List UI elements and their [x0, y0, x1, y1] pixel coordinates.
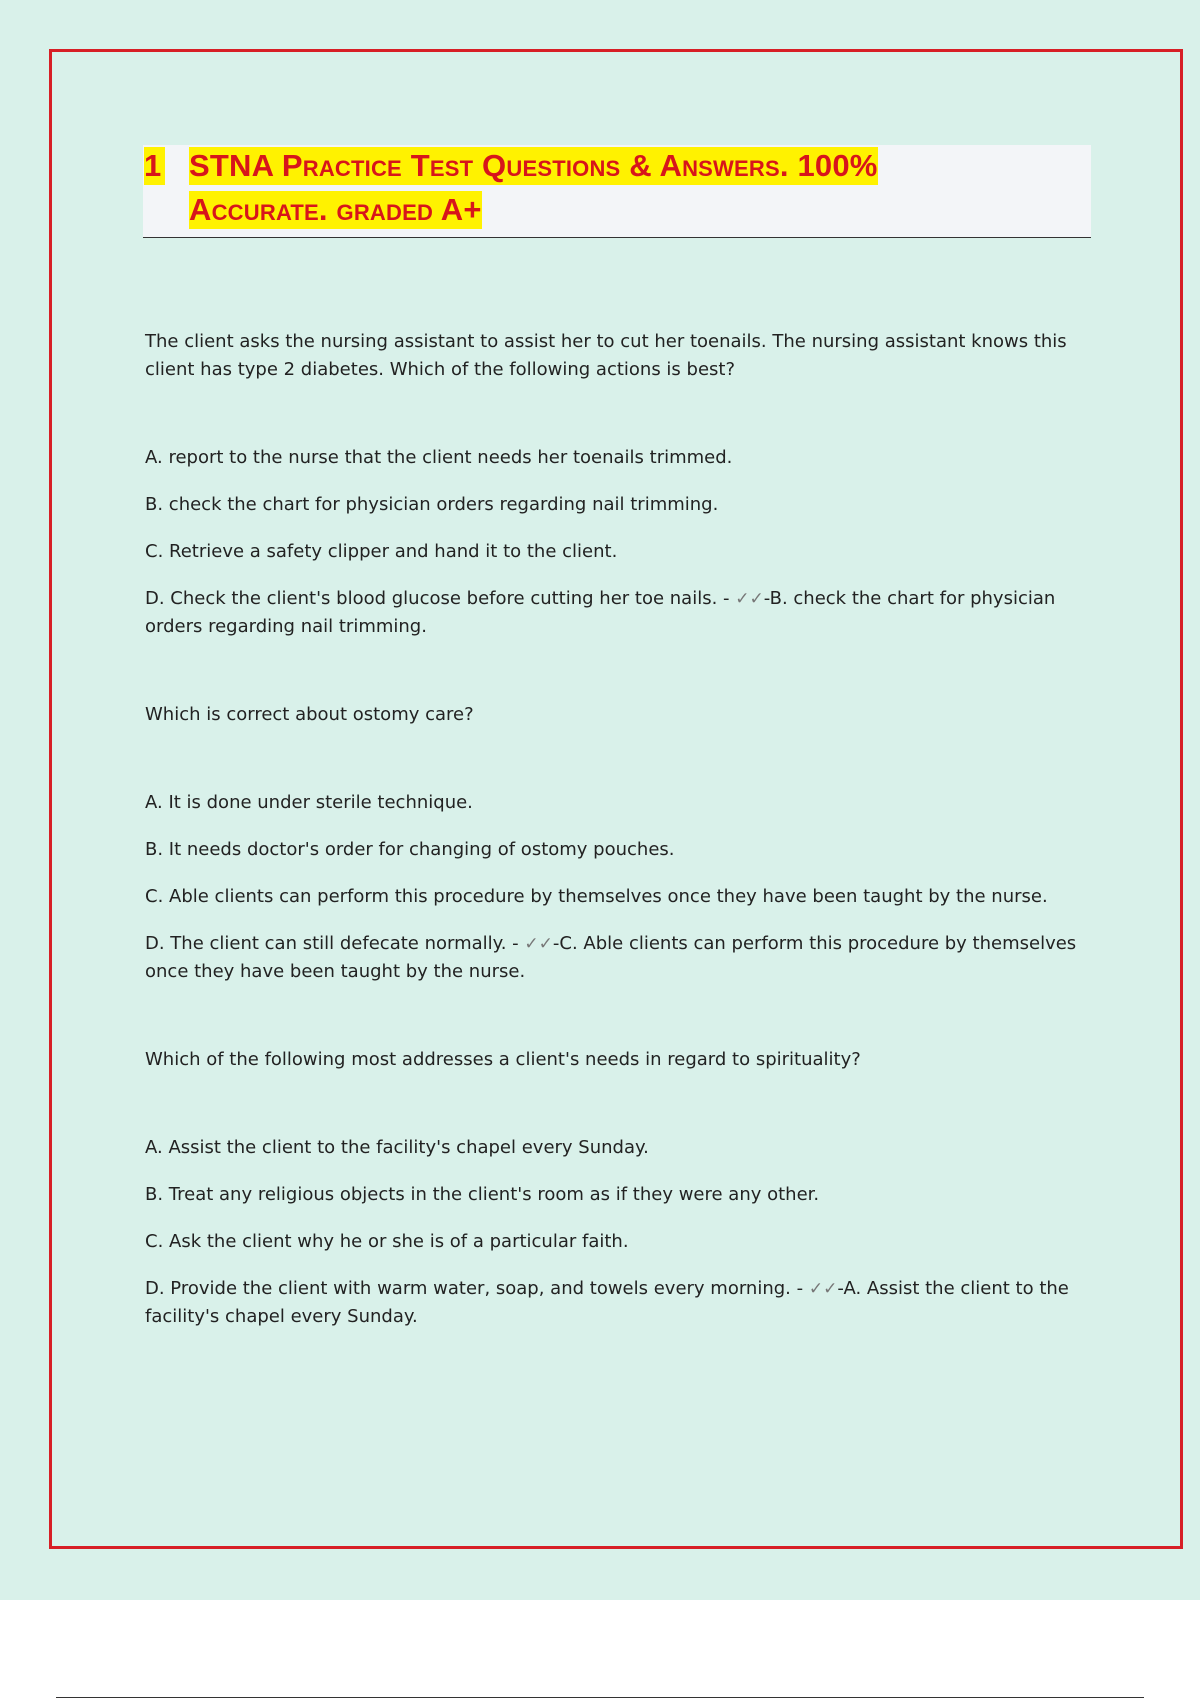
double-check-icon: ✓✓ — [735, 589, 764, 609]
correct-answer: -A. Assist the client to the facility's chapel every Sunday. — [145, 1278, 1069, 1327]
option-b: B. Treat any religious objects in the client's room as if they were any other. — [145, 1184, 820, 1205]
option-c: C. Retrieve a safety clipper and hand it to the client. — [145, 541, 618, 562]
answer-options — [145, 1134, 1100, 1331]
question-block-1 — [145, 328, 1100, 641]
option-d-with-answer — [145, 930, 1100, 986]
question-text: The client asks the nursing assistant to assist her to cut her toenails. The nursing assistant knows this client has type 2 diabetes. Which of the following actions is best? — [145, 331, 1067, 380]
title-line-2: Accurate. graded A+ — [189, 192, 482, 227]
option-d-with-answer — [145, 585, 1100, 641]
title-number: 1 — [144, 147, 165, 185]
option-a: A. It is done under sterile technique. — [145, 792, 473, 813]
answer-options — [145, 444, 1100, 641]
footer-rule — [56, 1697, 1144, 1698]
document-body — [145, 328, 1100, 1391]
option-d: D. The client can still defecate normally. - — [145, 933, 519, 954]
double-check-icon: ✓✓ — [524, 934, 553, 954]
option-a: A. Assist the client to the facility's chapel every Sunday. — [145, 1137, 649, 1158]
option-d: D. Provide the client with warm water, soap, and towels every morning. - — [145, 1278, 804, 1299]
option-c: C. Ask the client why he or she is of a particular faith. — [145, 1231, 629, 1252]
option-c: C. Able clients can perform this procedure by themselves once they have been taught by the nurse. — [145, 886, 1048, 907]
option-b: B. It needs doctor's order for changing of ostomy pouches. — [145, 839, 675, 860]
answer-options — [145, 789, 1100, 986]
title-line-1: STNA Practice Test Questions & Answers. 100% — [189, 148, 878, 183]
correct-answer: -B. check the chart for physician orders regarding nail trimming. — [145, 588, 1056, 637]
question-block-3 — [145, 1046, 1100, 1331]
correct-answer: -C. Able clients can perform this procedure by themselves once they have been taught by the nurse. — [145, 933, 1077, 982]
question-text: Which of the following most addresses a client's needs in regard to spirituality? — [145, 1049, 861, 1070]
double-check-icon: ✓✓ — [808, 1279, 838, 1299]
option-a: A. report to the nurse that the client needs her toenails trimmed. — [145, 447, 733, 468]
question-text: Which is correct about ostomy care? — [145, 704, 474, 725]
question-block-2 — [145, 701, 1100, 986]
option-d: D. Check the client's blood glucose before cutting her toe nails. - — [145, 588, 730, 609]
option-b: B. check the chart for physician orders regarding nail trimming. — [145, 494, 719, 515]
document-title-block — [143, 145, 1091, 238]
option-d-with-answer — [145, 1275, 1100, 1331]
